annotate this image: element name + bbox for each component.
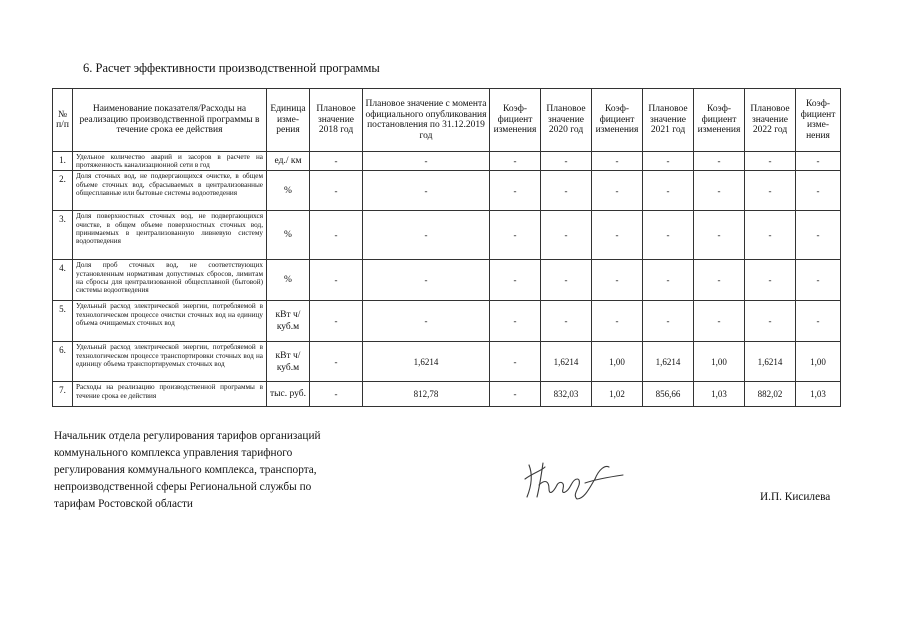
value-cell: - [541,152,592,171]
row-number: 7. [53,382,73,407]
value-cell: - [592,211,643,260]
value-cell: 1,00 [592,342,643,382]
value-cell: - [592,152,643,171]
header-cell: Плановое значение 2020 год [541,89,592,152]
value-cell: - [694,260,745,301]
header-cell: Единица измерения [267,89,310,152]
header-cell: Коэффициент изменения [796,89,841,152]
unit-cell: кВт ч/куб.м [267,342,310,382]
footer-line: регулирования коммунального комплекса, транспорта, [54,464,317,476]
value-cell: - [796,171,841,211]
indicator-name: Доля проб сточных вод, не соответствующих установленным нормативам допустимых сбросов, лимитам на сбросы для централизованной общесплавной (бытовой) системы водоотведения [73,260,267,301]
table-row [53,152,841,171]
value-cell: - [490,152,541,171]
value-cell: 882,02 [745,382,796,407]
value-cell: - [310,152,363,171]
value-cell: - [643,171,694,211]
value-cell: - [592,171,643,211]
value-cell: - [694,301,745,342]
value-cell: - [592,260,643,301]
row-number: 6. [53,342,73,382]
header-cell: № п/п [53,89,73,152]
value-cell: - [490,382,541,407]
value-cell: 832,03 [541,382,592,407]
value-cell: - [745,171,796,211]
value-cell: 1,02 [592,382,643,407]
header-cell: Плановое значение 2022 год [745,89,796,152]
value-cell: - [363,301,490,342]
value-cell: - [490,260,541,301]
value-cell: 812,78 [363,382,490,407]
value-cell: 1,6214 [643,342,694,382]
value-cell: - [310,171,363,211]
signer-name: И.П. Кисилева [760,491,831,503]
unit-cell: % [267,260,310,301]
unit-cell: % [267,171,310,211]
value-cell: - [363,171,490,211]
indicator-name: Удельный расход электрической энергии, потребляемой в технологическом процессе транспортировки сточных вод на единицу объема транспортируемых сточных вод [73,342,267,382]
value-cell: 1,00 [694,342,745,382]
row-number: 2. [53,171,73,211]
value-cell: - [363,152,490,171]
value-cell: - [643,301,694,342]
footer-line: Начальник отдела регулирования тарифов организаций [54,430,321,442]
value-cell: 1,03 [796,382,841,407]
indicator-name: Доля сточных вод, не подвергающихся очистке, в общем объеме сточных вод, сбрасываемых в централизованные общесплавные или бытовые системы водоотведения [73,171,267,211]
value-cell: - [694,211,745,260]
value-cell: 1,6214 [745,342,796,382]
table-row [53,260,841,301]
row-number: 3. [53,211,73,260]
value-cell: - [694,152,745,171]
header-cell: Коэффициент изменения [592,89,643,152]
header-cell: Плановое значение с момента официального опубликования постановления по 31.12.2019 год [363,89,490,152]
table-row [53,301,841,342]
value-cell: - [310,211,363,260]
indicator-name: Удельный расход электрической энергии, потребляемой в технологическом процессе очистки сточных вод на единицу объема очищаемых сточных вод [73,301,267,342]
indicator-name: Расходы на реализацию производственной программы в течение срока ее действия [73,382,267,407]
unit-cell: тыс. руб. [267,382,310,407]
value-cell: - [541,211,592,260]
row-number: 1. [53,152,73,171]
value-cell: - [310,260,363,301]
efficiency-table [52,88,841,407]
value-cell: 1,6214 [541,342,592,382]
header-cell: Плановое значение 2021 год [643,89,694,152]
row-number: 5. [53,301,73,342]
table-row [53,382,841,407]
value-cell: 1,6214 [363,342,490,382]
table-row [53,211,841,260]
header-row [53,89,841,152]
header-cell: Наименование показателя/Расходы на реализацию производственной программы в течение срока ее действия [73,89,267,152]
signature-block [54,428,321,513]
header-cell: Плановое значение 2018 год [310,89,363,152]
value-cell: - [541,260,592,301]
value-cell: - [541,171,592,211]
value-cell: - [310,342,363,382]
value-cell: - [490,171,541,211]
unit-cell: ед./ км [267,152,310,171]
value-cell: - [363,260,490,301]
value-cell: - [694,171,745,211]
value-cell: - [745,260,796,301]
value-cell: - [745,211,796,260]
value-cell: - [745,152,796,171]
value-cell: - [643,260,694,301]
header-cell: Коэффициент изменения [694,89,745,152]
value-cell: - [592,301,643,342]
value-cell: - [310,301,363,342]
value-cell: - [796,260,841,301]
footer-line: непроизводственной сферы Региональной службы по [54,481,312,493]
indicator-name: Удельное количество аварий и засоров в расчете на протяженность канализационной сети в год [73,152,267,171]
value-cell: - [363,211,490,260]
table-row [53,171,841,211]
value-cell: 856,66 [643,382,694,407]
section-title: 6. Расчет эффективности производственной программы [83,61,380,75]
unit-cell: % [267,211,310,260]
value-cell: - [490,211,541,260]
row-number: 4. [53,260,73,301]
value-cell: - [796,211,841,260]
value-cell: - [490,301,541,342]
value-cell: - [796,301,841,342]
value-cell: 1,00 [796,342,841,382]
value-cell: - [490,342,541,382]
indicator-name: Доля поверхностных сточных вод, не подвергающихся очистке, в общем объеме поверхностных сточных вод, принимаемых в централизованную ливневую систему водоотведения [73,211,267,260]
header-cell: Коэффициент изменения [490,89,541,152]
value-cell: - [643,211,694,260]
handwritten-signature [515,455,630,503]
footer-line: коммунального комплекса управления тарифного [54,447,293,459]
value-cell: 1,03 [694,382,745,407]
value-cell: - [541,301,592,342]
value-cell: - [310,382,363,407]
unit-cell: кВт ч/куб.м [267,301,310,342]
value-cell: - [745,301,796,342]
value-cell: - [796,152,841,171]
value-cell: - [643,152,694,171]
footer-line: тарифам Ростовской области [54,498,193,510]
table-row [53,342,841,382]
